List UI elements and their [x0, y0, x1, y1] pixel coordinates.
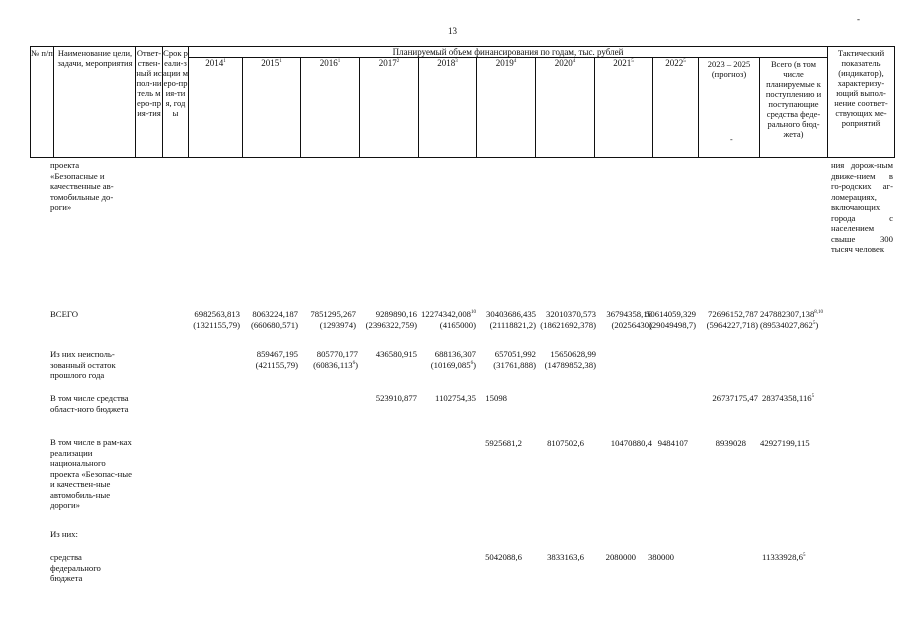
unused-2020: 15650628,99 (14789852,38): [544, 349, 596, 370]
continued-label: проекта «Безопасные и качественные ав-томобильные до-роги»: [50, 160, 114, 212]
total-2020: 32010370,573 (18621692,378): [540, 309, 596, 330]
federal-2020: 3833163,6: [547, 552, 584, 562]
unused-2019: 657051,992 (31761,888): [493, 349, 536, 370]
total-2018: 12274342,008$^{10}$ (4165000): [421, 309, 476, 330]
year-2020: 2020$^4$: [554, 58, 576, 68]
year-2015: 2015$^1$: [261, 58, 282, 68]
total-sum: 247882307,138$^{8,10}$ (89534027,862$^5$): [760, 309, 824, 330]
federal-2021: 2080000: [605, 552, 636, 562]
total-2023-2025: 72696152,787 (5964227,718): [706, 309, 758, 330]
national-2022: 9484107: [657, 438, 688, 448]
national-2021: 10470880,4: [610, 438, 652, 448]
year-2019: 2019$^4$: [495, 58, 517, 68]
row-national-label: В том числе в рам-ках реализации национального проекта «Безопас-ные и качествен-ные автомобиль-ные дороги»: [50, 437, 132, 510]
regional-2023-2025: 26737175,47: [712, 393, 758, 403]
federal-sum: 11333928,6$^5$: [762, 552, 806, 562]
year-2021: 2021$^5$: [613, 58, 634, 68]
year-2023-2025: 2023 – 2025 (прогноз): [707, 59, 751, 79]
year-2014: 2014$^1$: [205, 58, 226, 68]
year-2022: 2022$^5$: [665, 58, 686, 68]
col-total-header: Всего (в том числе планируемые к поступлению и поступающие средства феде-рального бюд-жета): [765, 59, 822, 139]
tick-mark: -: [730, 135, 733, 144]
total-2021: 36794358,16 (20256430): [606, 309, 652, 330]
col-funding-header: Планируемый объем финансирования по годам, тыс. рублей: [392, 47, 624, 57]
col-indicator-header: Тактический показатель (индикатор), характеризу-ющий выпол-нение соответ-ствующих ме-роприятий: [834, 48, 888, 128]
row-total-label: ВСЕГО: [50, 309, 78, 319]
federal-2022: 380000: [647, 552, 674, 562]
row-unused-label: Из них неисполь-зованный остаток прошлого года: [50, 349, 116, 380]
indicator-text: ния дорож-ным движе-нием в го-родских аг-ломерациях, включающих города с населением свыше 300 тысяч человек: [831, 160, 893, 254]
federal-2019: 5042088,6: [485, 552, 522, 562]
total-2015: 8063224,187 (660680,571): [250, 309, 298, 330]
regional-sum: 28374358,116$^5$: [762, 393, 815, 403]
year-2017: 2017$^2$: [378, 58, 400, 68]
unused-2017: 436580,915: [375, 349, 417, 359]
row-of-them-label: Из них:: [50, 529, 78, 539]
national-2023-2025: 8939028: [715, 438, 746, 448]
total-2017: 9289890,16 (2396322,759): [365, 309, 417, 330]
year-2016: 2016$^1$: [319, 58, 341, 68]
national-sum: 42927199,115: [760, 438, 810, 448]
regional-2017: 523910,877: [375, 393, 417, 403]
col-responsible-header: Ответ-ствен-ный испол-нитель меро-прия-тия: [136, 48, 162, 118]
col-number-header: № п/п: [31, 48, 53, 58]
total-2019: 30403686,435 (21118821,2): [486, 309, 536, 330]
unused-2018: 688136,307 (10169,085$^6$): [430, 349, 476, 370]
total-2014: 6982563,813 (1321155,79): [193, 309, 240, 330]
unused-2016: 805770,177 (60836,113$^6$): [313, 349, 358, 370]
national-2020: 8107502,6: [547, 438, 584, 448]
page-number: 13: [448, 26, 457, 36]
col-term-header: Срок реали-зации меро-прия-тия, годы: [163, 48, 188, 118]
national-2019: 5925681,2: [485, 438, 522, 448]
corner-mark: -: [857, 14, 860, 24]
regional-2019: 15098: [485, 393, 507, 403]
unused-2015: 859467,195 (421155,79): [255, 349, 298, 370]
regional-2018: 1102754,35: [435, 393, 476, 403]
total-2022: 50614059,329 (29049498,7): [646, 309, 696, 330]
year-2018: 2018$^3$: [437, 58, 458, 68]
row-federal-label: средства федерального бюджета: [50, 552, 101, 583]
total-2016: 7851295,267 (1293974): [310, 309, 356, 330]
row-regional-label: В том числе средства област-ного бюджета: [50, 393, 129, 414]
col-name-header: Наименование цели, задачи, мероприятия: [57, 48, 133, 68]
table-header: [30, 46, 895, 158]
